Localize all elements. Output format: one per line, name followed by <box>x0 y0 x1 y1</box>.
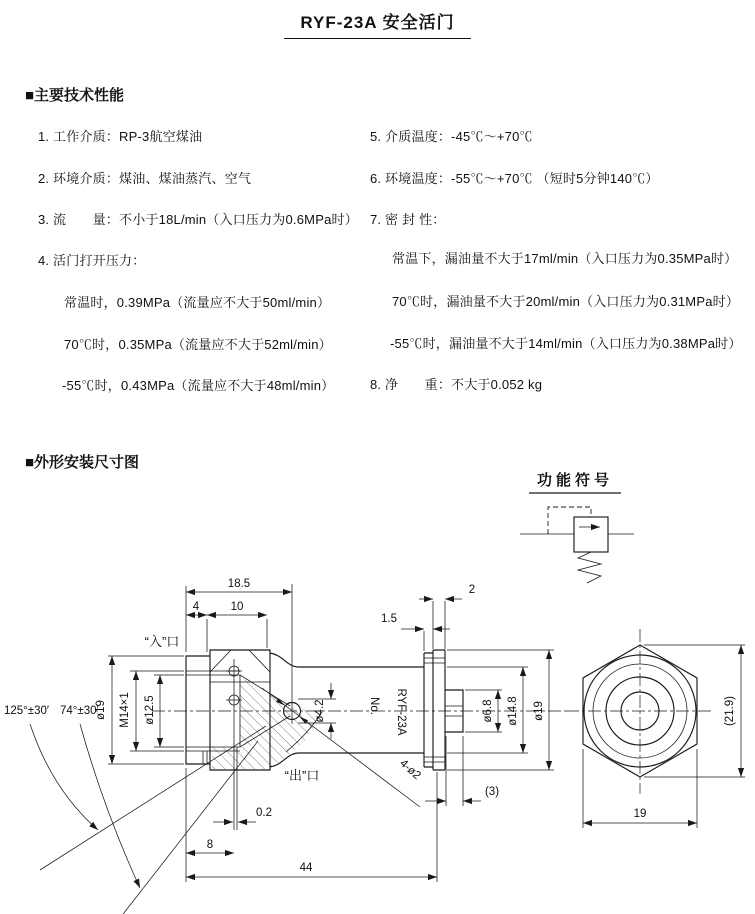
page-title: RYF-23A 安全活门 <box>284 8 470 39</box>
dim-dia4-2: ø4.2 <box>314 699 326 723</box>
main-view <box>145 584 566 830</box>
outlet-label: “出”口 <box>284 768 320 783</box>
thread-relief-groove <box>203 751 207 764</box>
spec-sealing: 7. 密 封 性： <box>370 212 446 227</box>
function-symbol <box>520 471 634 583</box>
body-top-profile <box>270 653 424 667</box>
spec-open-normal: 常温时，0.39MPa（流量应不大于50ml/min） <box>64 295 331 310</box>
dim-44: 44 <box>299 862 313 874</box>
section-header-dims: ■外形安装尺寸图 <box>25 454 140 471</box>
dim-dia19-right: ø19 <box>533 701 545 721</box>
end-view-centerlines <box>566 629 714 794</box>
marking-model: RYF-23A <box>395 688 407 736</box>
dim-3-ref: (3) <box>484 786 500 798</box>
dim-dia19-left: ø19 <box>95 700 107 720</box>
dim-angle-125: 125°±30′ <box>4 705 50 717</box>
dim-10: 10 <box>230 601 244 613</box>
dim-0-2: 0.2 <box>256 807 272 819</box>
function-symbol-title: 功能符号 <box>536 472 614 489</box>
dim-2: 2 <box>468 584 476 596</box>
spec-open-pressure: 4. 活门打开压力： <box>38 253 146 268</box>
spec-open-m55c: -55℃时，0.43MPa（流量应不大于48ml/min） <box>62 378 335 393</box>
inlet-label: “入”口 <box>144 634 180 649</box>
dim-hex-across-corners: (21.9) <box>724 695 736 727</box>
dim-angle-74: 74°±30′ <box>60 705 99 717</box>
valve-symbol-box <box>574 517 608 552</box>
spec-work-medium: 1. 工作介质：RP-3航空煤油 <box>38 129 203 144</box>
dim-4: 4 <box>192 601 200 613</box>
dim-thread: M14×1 <box>119 692 131 728</box>
flange-serrations <box>424 658 445 762</box>
dim-dia14-8: ø14.8 <box>507 696 519 726</box>
spec-open-70c: 70℃时，0.35MPa（流量应不大于52ml/min） <box>64 337 332 352</box>
spec-medium-temp: 5. 介质温度：-45℃～+70℃ <box>370 129 533 144</box>
dim-1-5: 1.5 <box>381 613 397 625</box>
inlet-neck-outline <box>186 656 210 764</box>
dim-holes-4xdia2: 4-ø2 <box>397 757 423 783</box>
valve-symbol-spring <box>578 552 601 583</box>
spec-leak-m55c: -55℃时，漏油量不大于14ml/min（入口压力为0.38MPa时） <box>390 336 742 351</box>
dim-dia12-5: ø12.5 <box>144 695 156 725</box>
flange-outline <box>424 650 445 770</box>
spec-flow: 3. 流 量：不小于18L/min（入口压力为0.6MPa时） <box>38 212 358 227</box>
spec-env-medium: 2. 环境介质：煤油、煤油蒸汽、空气 <box>38 171 252 186</box>
dim-dia6-8: ø6.8 <box>482 699 494 723</box>
spec-env-temp: 6. 环境温度：-55℃～+70℃ （短时5分钟140℃） <box>370 171 659 186</box>
spec-net-weight: 8. 净 重：不大于0.052 kg <box>370 377 543 392</box>
spec-leak-normal: 常温下，漏油量不大于17ml/min（入口压力为0.35MPa时） <box>392 251 738 266</box>
section-header-specs: ■主要技术性能 <box>25 87 125 104</box>
dim-8: 8 <box>206 839 214 851</box>
section-hatch-wall <box>212 747 268 769</box>
valve-symbol-pilot-line <box>548 507 591 534</box>
end-view <box>566 629 745 828</box>
dim-hex-across-flats: 19 <box>633 808 647 820</box>
dim-18-5: 18.5 <box>227 578 251 590</box>
spec-leak-70c: 70℃时，漏油量不大于20ml/min（入口压力为0.31MPa时） <box>392 294 740 309</box>
marking-no: No. <box>368 697 380 715</box>
